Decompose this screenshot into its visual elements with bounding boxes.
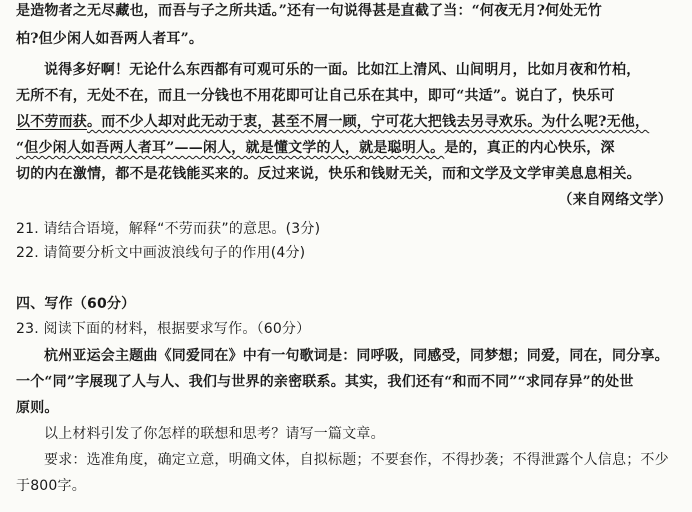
requirements-line: 要求：选准角度，确定立意，明确文体，自拟标题；不要套作，不得抄袭；不得泄露个人信息；不少	[44, 452, 669, 468]
material-line: 一个“同”字展现了人与人、我们与世界的亲密联系。其实，我们还有“和而不同”“求同存异”的处世	[16, 374, 634, 390]
article-line	[16, 113, 649, 131]
wavy-underlined-sentence: 。而不少人却对此无动于衷，甚至不屑一顾，宁可花大把钱去另寻欢乐。为什么呢?无他，	[87, 114, 650, 130]
question-21: 21. 请结合语境，解释“不劳而获”的意思。(3分)	[16, 221, 321, 237]
article-line: 是造物者之无尽藏也，而吾与子之所共适。”还有一句说得甚是直截了当：“何夜无月?何处无竹	[16, 3, 602, 19]
underlined-phrase: 以不劳而获	[16, 114, 87, 130]
article-line	[16, 139, 615, 157]
article-text: 是的，真正的内心快乐，深	[444, 140, 615, 156]
wavy-underlined-sentence: “但少闲人如吾两人者耳”——闲人，就是懂文学的人，就是聪明人。	[16, 140, 445, 156]
question-22: 22. 请简要分析文中画波浪线句子的作用(4分)	[16, 245, 306, 261]
article-line: 无所不有，无处不在，而且一分钱也不用花即可让自己乐在其中，即可“共适”。说白了，快乐可	[16, 88, 615, 104]
material-line: 原则。	[16, 400, 59, 416]
article-source: （来自网络文学）	[558, 192, 672, 208]
section-heading: 四、写作（60分）	[16, 296, 136, 312]
article-line: 切的内在激情，都不是花钱能买来的。反过来说，快乐和钱财无关，而和文学及文学审美息息相关。	[16, 166, 641, 182]
requirements-line: 于800字。	[16, 478, 86, 494]
writing-prompt: 以上材料引发了你怎样的联想和思考？请写一篇文章。	[44, 426, 385, 442]
material-line: 杭州亚运会主题曲《同爱同在》中有一句歌词是：同呼吸，同感受，同梦想；同爱，同在，同分享。	[44, 348, 669, 364]
article-line: 柏?但少闲人如吾两人者耳”。	[16, 31, 204, 47]
question-23: 23. 阅读下面的材料，根据要求写作。（60分）	[16, 321, 311, 337]
article-line: 说得多好啊！无论什么东西都有可观可乐的一面。比如江上清风、山间明月，比如月夜和竹柏，	[44, 62, 641, 78]
